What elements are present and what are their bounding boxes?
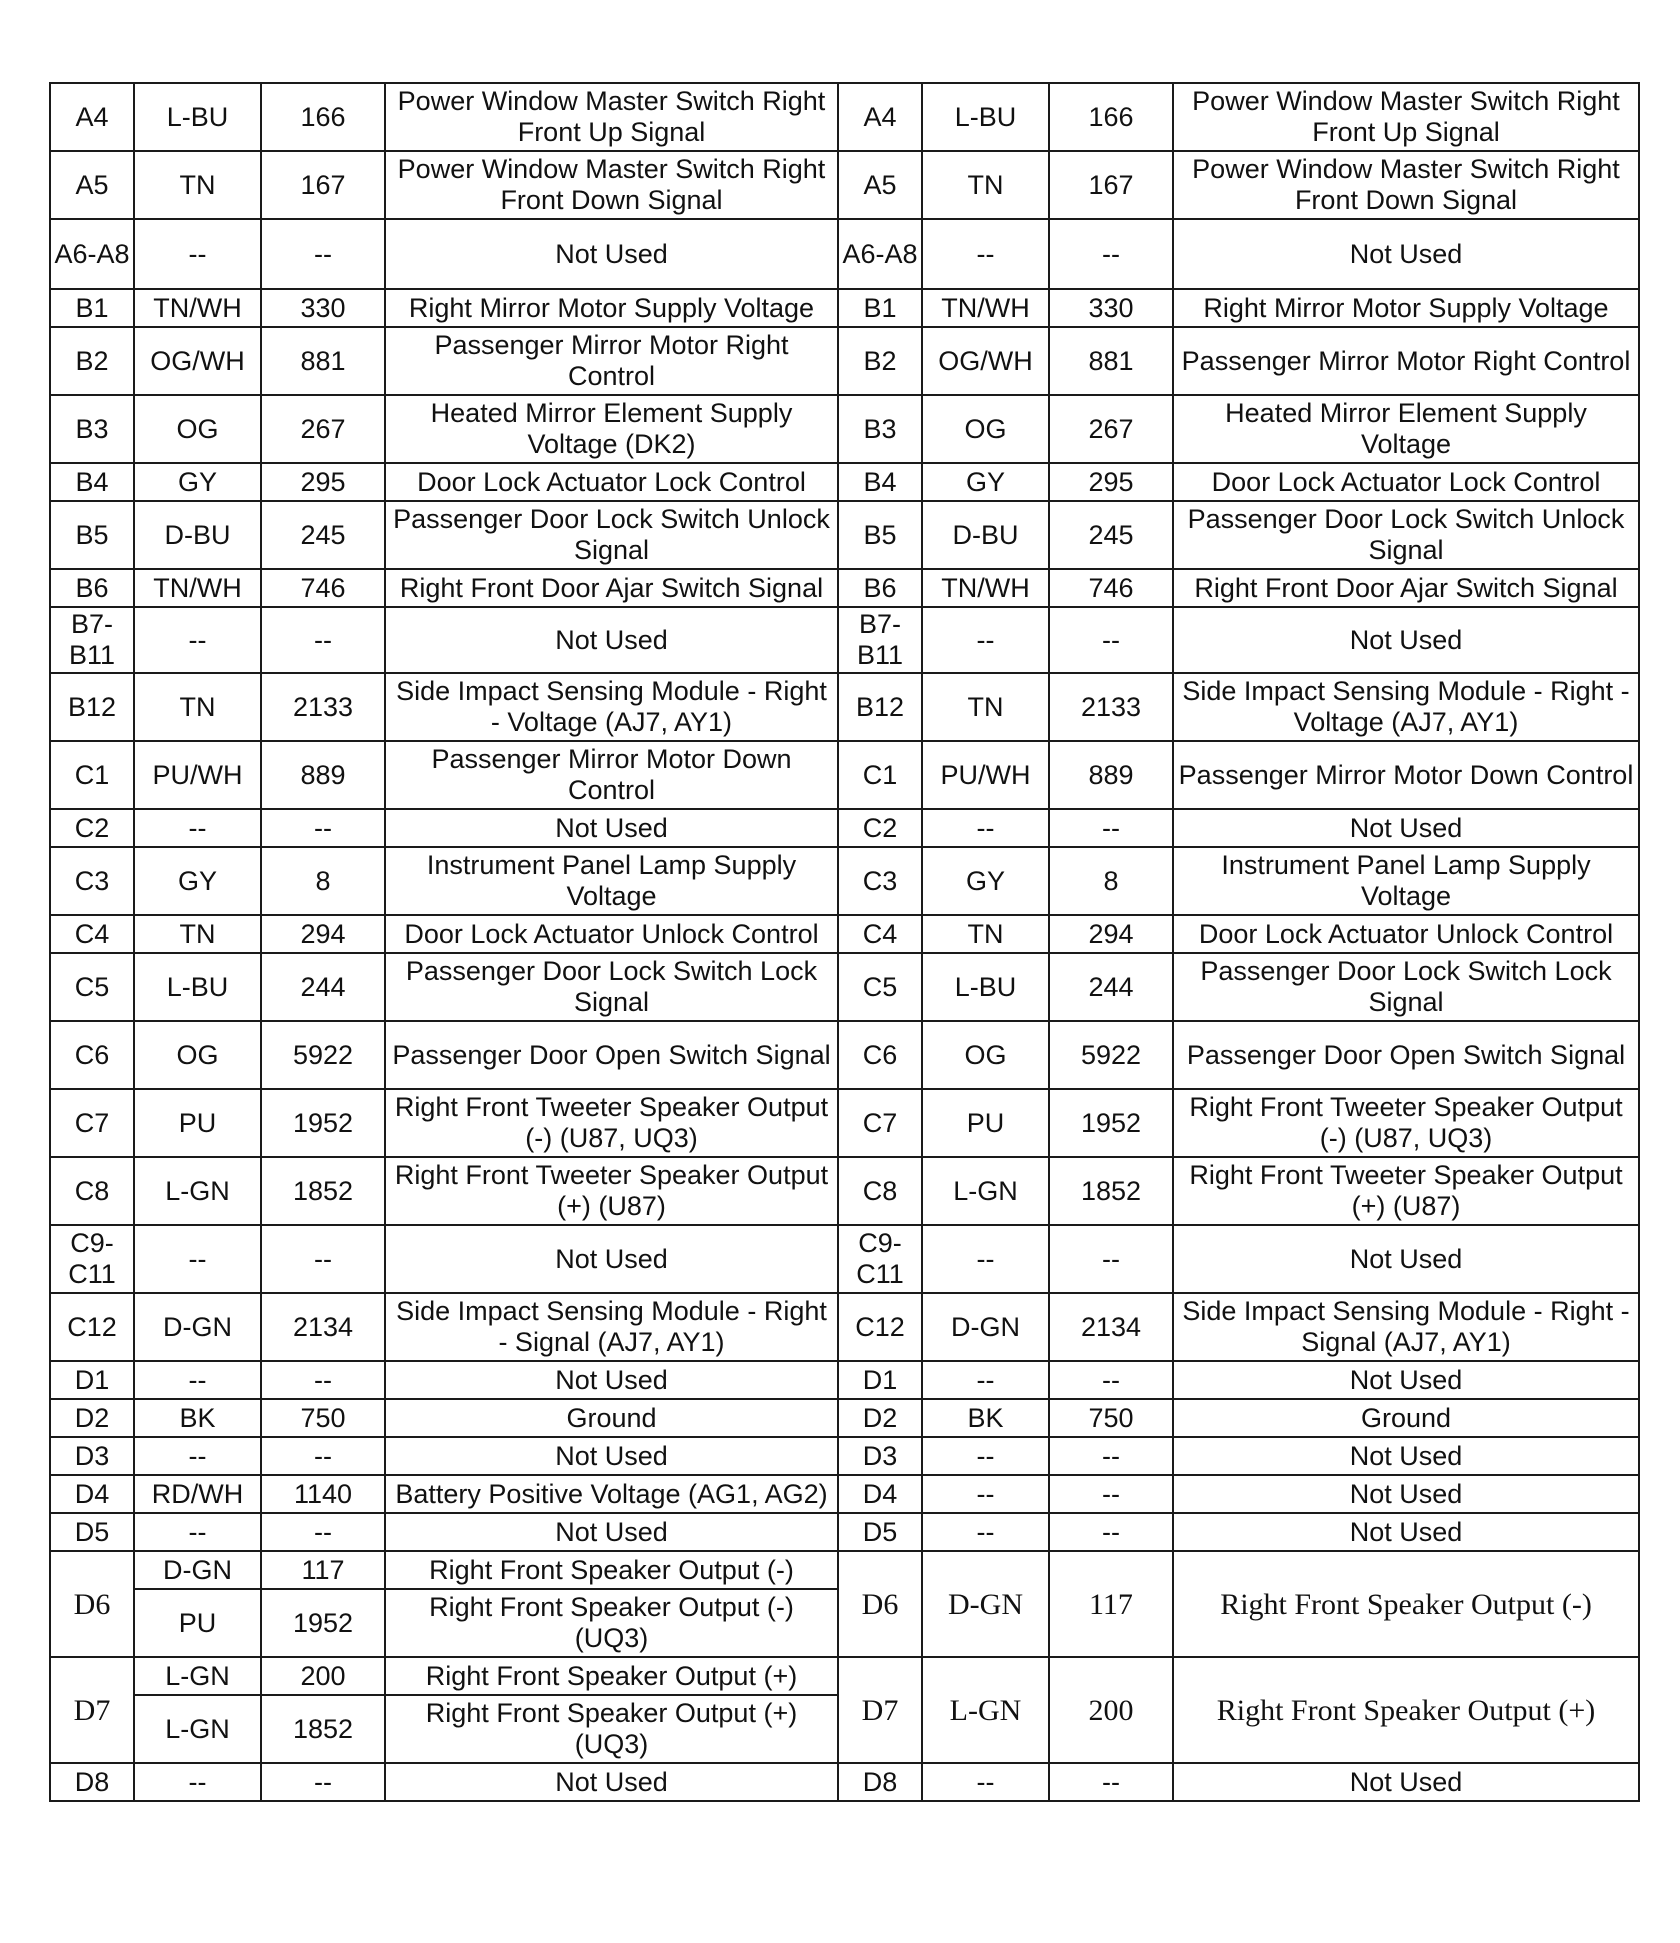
right-pin-cell: C2 (838, 809, 922, 847)
left-circuit-cell: -- (261, 1513, 385, 1551)
right-function-cell: Passenger Door Lock Switch Unlock Signal (1173, 501, 1639, 569)
left-function-cell: Not Used (385, 219, 838, 289)
table-row (50, 463, 1639, 501)
right-circuit-cell: 881 (1049, 327, 1173, 395)
right-circuit-cell: 244 (1049, 953, 1173, 1021)
left-pin-cell: D1 (50, 1361, 134, 1399)
right-pin-cell: C8 (838, 1157, 922, 1225)
right-pin-cell: B5 (838, 501, 922, 569)
table-row (50, 1399, 1639, 1437)
left-function-cell: Power Window Master Switch Right Front Down Signal (385, 151, 838, 219)
right-pin-cell: D7 (838, 1657, 922, 1763)
right-pin-cell: D6 (838, 1551, 922, 1657)
table-row (50, 1361, 1639, 1399)
left-wire-color-cell: GY (134, 847, 261, 915)
right-circuit-cell: 750 (1049, 1399, 1173, 1437)
right-function-cell: Right Front Tweeter Speaker Output (+) (U87) (1173, 1157, 1639, 1225)
left-pin-cell: A4 (50, 83, 134, 151)
right-function-cell: Door Lock Actuator Unlock Control (1173, 915, 1639, 953)
right-circuit-cell: 5922 (1049, 1021, 1173, 1089)
right-function-cell: Passenger Mirror Motor Right Control (1173, 327, 1639, 395)
right-wire-color-cell: BK (922, 1399, 1049, 1437)
left-wire-color-cell: OG/WH (134, 327, 261, 395)
right-wire-color-cell: -- (922, 1361, 1049, 1399)
right-wire-color-cell: D-GN (922, 1293, 1049, 1361)
table-row (50, 151, 1639, 219)
right-wire-color-cell: L-BU (922, 953, 1049, 1021)
right-function-cell: Passenger Door Open Switch Signal (1173, 1021, 1639, 1089)
table-row (50, 809, 1639, 847)
left-wire-color-cell: TN (134, 673, 261, 741)
table-row (50, 607, 1639, 673)
table-row (50, 1475, 1639, 1513)
left-circuit-cell: -- (261, 1437, 385, 1475)
right-circuit-cell: -- (1049, 1763, 1173, 1801)
right-wire-color-cell: -- (922, 1513, 1049, 1551)
right-wire-color-cell: PU (922, 1089, 1049, 1157)
right-function-cell: Passenger Mirror Motor Down Control (1173, 741, 1639, 809)
table-row (50, 327, 1639, 395)
right-function-cell: Ground (1173, 1399, 1639, 1437)
right-wire-color-cell: GY (922, 463, 1049, 501)
left-function-cell: Side Impact Sensing Module - Right - Voltage (AJ7, AY1) (385, 673, 838, 741)
right-pin-cell: D4 (838, 1475, 922, 1513)
left-pin-cell: B7-B11 (50, 607, 134, 673)
right-pin-cell: C5 (838, 953, 922, 1021)
right-function-cell: Right Front Door Ajar Switch Signal (1173, 569, 1639, 607)
table-row (50, 569, 1639, 607)
left-circuit-cell: -- (261, 219, 385, 289)
left-wire-color-cell: BK (134, 1399, 261, 1437)
left-circuit-cell: 1140 (261, 1475, 385, 1513)
table-row (50, 953, 1639, 1021)
right-wire-color-cell: -- (922, 1437, 1049, 1475)
right-function-cell: Not Used (1173, 1437, 1639, 1475)
left-wire-color-cell: TN/WH (134, 289, 261, 327)
table-row (50, 1437, 1639, 1475)
pinout-table-body (50, 83, 1639, 1801)
right-function-cell: Right Mirror Motor Supply Voltage (1173, 289, 1639, 327)
left-pin-cell: B5 (50, 501, 134, 569)
table-row (50, 1089, 1639, 1157)
left-circuit-cell: 1952 (261, 1089, 385, 1157)
left-function-cell: Instrument Panel Lamp Supply Voltage (385, 847, 838, 915)
left-function-cell: Right Front Speaker Output (-) (UQ3) (385, 1589, 838, 1657)
left-circuit-cell: 750 (261, 1399, 385, 1437)
left-function-cell: Not Used (385, 1763, 838, 1801)
left-wire-color-cell: L-GN (134, 1657, 261, 1695)
left-function-cell: Right Front Speaker Output (+) (385, 1657, 838, 1695)
table-row (50, 673, 1639, 741)
right-function-cell: Side Impact Sensing Module - Right - Signal (AJ7, AY1) (1173, 1293, 1639, 1361)
left-circuit-cell: 1852 (261, 1157, 385, 1225)
left-circuit-cell: 117 (261, 1551, 385, 1589)
table-row (50, 1157, 1639, 1225)
left-pin-cell: B1 (50, 289, 134, 327)
right-circuit-cell: -- (1049, 219, 1173, 289)
left-function-cell: Passenger Door Lock Switch Unlock Signal (385, 501, 838, 569)
table-row (50, 1021, 1639, 1089)
right-function-cell: Power Window Master Switch Right Front Up Signal (1173, 83, 1639, 151)
left-pin-cell: C12 (50, 1293, 134, 1361)
right-circuit-cell: 117 (1049, 1551, 1173, 1657)
left-wire-color-cell: L-GN (134, 1695, 261, 1763)
left-pin-cell: B3 (50, 395, 134, 463)
left-pin-cell: C3 (50, 847, 134, 915)
right-function-cell: Instrument Panel Lamp Supply Voltage (1173, 847, 1639, 915)
left-wire-color-cell: TN (134, 915, 261, 953)
connector-pinout-table (49, 82, 1640, 1802)
left-circuit-cell: 1952 (261, 1589, 385, 1657)
left-wire-color-cell: PU (134, 1589, 261, 1657)
table-row (50, 501, 1639, 569)
left-pin-cell: C4 (50, 915, 134, 953)
right-function-cell: Not Used (1173, 1763, 1639, 1801)
right-function-cell: Right Front Tweeter Speaker Output (-) (U87, UQ3) (1173, 1089, 1639, 1157)
right-pin-cell: D5 (838, 1513, 922, 1551)
table-row (50, 1225, 1639, 1293)
left-function-cell: Battery Positive Voltage (AG1, AG2) (385, 1475, 838, 1513)
left-function-cell: Right Front Tweeter Speaker Output (+) (U87) (385, 1157, 838, 1225)
right-wire-color-cell: L-BU (922, 83, 1049, 151)
left-circuit-cell: 5922 (261, 1021, 385, 1089)
left-circuit-cell: 330 (261, 289, 385, 327)
left-function-cell: Right Front Door Ajar Switch Signal (385, 569, 838, 607)
left-pin-cell: B2 (50, 327, 134, 395)
right-wire-color-cell: -- (922, 219, 1049, 289)
right-wire-color-cell: PU/WH (922, 741, 1049, 809)
table-row (50, 1293, 1639, 1361)
left-wire-color-cell: OG (134, 1021, 261, 1089)
right-pin-cell: C7 (838, 1089, 922, 1157)
left-circuit-cell: 1852 (261, 1695, 385, 1763)
right-circuit-cell: 166 (1049, 83, 1173, 151)
right-circuit-cell: -- (1049, 1437, 1173, 1475)
right-circuit-cell: -- (1049, 1475, 1173, 1513)
left-pin-cell: A5 (50, 151, 134, 219)
right-pin-cell: D2 (838, 1399, 922, 1437)
left-wire-color-cell: -- (134, 1361, 261, 1399)
left-wire-color-cell: GY (134, 463, 261, 501)
table-row (50, 219, 1639, 289)
right-circuit-cell: -- (1049, 1225, 1173, 1293)
left-pin-cell: B12 (50, 673, 134, 741)
right-function-cell: Not Used (1173, 1475, 1639, 1513)
table-row-d6-a (50, 1551, 1639, 1589)
left-pin-cell: C1 (50, 741, 134, 809)
left-function-cell: Not Used (385, 1437, 838, 1475)
left-pin-cell: D6 (50, 1551, 134, 1657)
left-function-cell: Passenger Mirror Motor Right Control (385, 327, 838, 395)
left-circuit-cell: 2134 (261, 1293, 385, 1361)
right-function-cell: Heated Mirror Element Supply Voltage (1173, 395, 1639, 463)
right-pin-cell: B2 (838, 327, 922, 395)
right-circuit-cell: -- (1049, 1361, 1173, 1399)
left-wire-color-cell: L-GN (134, 1157, 261, 1225)
right-pin-cell: C9-C11 (838, 1225, 922, 1293)
right-wire-color-cell: -- (922, 1475, 1049, 1513)
table-row (50, 83, 1639, 151)
right-wire-color-cell: OG (922, 1021, 1049, 1089)
table-row (50, 741, 1639, 809)
right-circuit-cell: 1952 (1049, 1089, 1173, 1157)
left-wire-color-cell: PU (134, 1089, 261, 1157)
left-wire-color-cell: TN (134, 151, 261, 219)
left-circuit-cell: 881 (261, 327, 385, 395)
right-circuit-cell: 330 (1049, 289, 1173, 327)
right-wire-color-cell: TN (922, 673, 1049, 741)
right-function-cell: Not Used (1173, 1513, 1639, 1551)
table-row (50, 915, 1639, 953)
left-wire-color-cell: L-BU (134, 83, 261, 151)
left-function-cell: Ground (385, 1399, 838, 1437)
right-wire-color-cell: -- (922, 607, 1049, 673)
right-pin-cell: B12 (838, 673, 922, 741)
right-wire-color-cell: L-GN (922, 1157, 1049, 1225)
right-circuit-cell: 889 (1049, 741, 1173, 809)
right-wire-color-cell: -- (922, 1763, 1049, 1801)
right-pin-cell: D8 (838, 1763, 922, 1801)
right-function-cell: Power Window Master Switch Right Front Down Signal (1173, 151, 1639, 219)
right-circuit-cell: 1852 (1049, 1157, 1173, 1225)
right-function-cell: Not Used (1173, 607, 1639, 673)
left-pin-cell: D7 (50, 1657, 134, 1763)
left-function-cell: Right Front Tweeter Speaker Output (-) (U87, UQ3) (385, 1089, 838, 1157)
right-circuit-cell: 245 (1049, 501, 1173, 569)
table-row-d7-a (50, 1657, 1639, 1695)
right-wire-color-cell: TN (922, 915, 1049, 953)
left-pin-cell: B4 (50, 463, 134, 501)
right-pin-cell: B6 (838, 569, 922, 607)
left-function-cell: Not Used (385, 1225, 838, 1293)
left-circuit-cell: -- (261, 809, 385, 847)
right-pin-cell: B7-B11 (838, 607, 922, 673)
left-pin-cell: D2 (50, 1399, 134, 1437)
left-pin-cell: D4 (50, 1475, 134, 1513)
right-pin-cell: D1 (838, 1361, 922, 1399)
left-wire-color-cell: D-GN (134, 1551, 261, 1589)
right-function-cell: Door Lock Actuator Lock Control (1173, 463, 1639, 501)
left-wire-color-cell: D-BU (134, 501, 261, 569)
right-pin-cell: C12 (838, 1293, 922, 1361)
right-wire-color-cell: D-BU (922, 501, 1049, 569)
right-pin-cell: A6-A8 (838, 219, 922, 289)
left-function-cell: Door Lock Actuator Lock Control (385, 463, 838, 501)
right-wire-color-cell: -- (922, 809, 1049, 847)
left-pin-cell: D8 (50, 1763, 134, 1801)
left-pin-cell: C2 (50, 809, 134, 847)
right-wire-color-cell: TN/WH (922, 289, 1049, 327)
right-function-cell: Right Front Speaker Output (+) (1173, 1657, 1639, 1763)
right-pin-cell: B3 (838, 395, 922, 463)
left-pin-cell: C8 (50, 1157, 134, 1225)
left-wire-color-cell: OG (134, 395, 261, 463)
left-wire-color-cell: D-GN (134, 1293, 261, 1361)
right-function-cell: Not Used (1173, 1225, 1639, 1293)
left-circuit-cell: -- (261, 1763, 385, 1801)
left-circuit-cell: 267 (261, 395, 385, 463)
left-function-cell: Heated Mirror Element Supply Voltage (DK2) (385, 395, 838, 463)
right-pin-cell: A4 (838, 83, 922, 151)
right-function-cell: Right Front Speaker Output (-) (1173, 1551, 1639, 1657)
right-circuit-cell: 294 (1049, 915, 1173, 953)
left-function-cell: Side Impact Sensing Module - Right - Signal (AJ7, AY1) (385, 1293, 838, 1361)
right-pin-cell: A5 (838, 151, 922, 219)
left-circuit-cell: 245 (261, 501, 385, 569)
left-circuit-cell: 244 (261, 953, 385, 1021)
left-circuit-cell: 200 (261, 1657, 385, 1695)
right-circuit-cell: 167 (1049, 151, 1173, 219)
right-circuit-cell: 746 (1049, 569, 1173, 607)
right-circuit-cell: 200 (1049, 1657, 1173, 1763)
right-pin-cell: B4 (838, 463, 922, 501)
right-circuit-cell: -- (1049, 809, 1173, 847)
left-wire-color-cell: -- (134, 1513, 261, 1551)
right-pin-cell: C1 (838, 741, 922, 809)
left-circuit-cell: 8 (261, 847, 385, 915)
left-function-cell: Not Used (385, 809, 838, 847)
right-function-cell: Not Used (1173, 809, 1639, 847)
right-function-cell: Side Impact Sensing Module - Right - Voltage (AJ7, AY1) (1173, 673, 1639, 741)
left-pin-cell: C6 (50, 1021, 134, 1089)
left-wire-color-cell: -- (134, 1437, 261, 1475)
left-wire-color-cell: -- (134, 219, 261, 289)
right-wire-color-cell: TN (922, 151, 1049, 219)
left-wire-color-cell: -- (134, 1225, 261, 1293)
left-wire-color-cell: -- (134, 1763, 261, 1801)
left-circuit-cell: -- (261, 1361, 385, 1399)
left-pin-cell: C5 (50, 953, 134, 1021)
right-circuit-cell: 267 (1049, 395, 1173, 463)
left-circuit-cell: -- (261, 1225, 385, 1293)
right-function-cell: Not Used (1173, 219, 1639, 289)
left-function-cell: Not Used (385, 607, 838, 673)
left-circuit-cell: -- (261, 607, 385, 673)
right-wire-color-cell: D-GN (922, 1551, 1049, 1657)
left-function-cell: Right Mirror Motor Supply Voltage (385, 289, 838, 327)
table-row (50, 289, 1639, 327)
left-function-cell: Passenger Door Open Switch Signal (385, 1021, 838, 1089)
table-row (50, 1513, 1639, 1551)
right-circuit-cell: 8 (1049, 847, 1173, 915)
left-pin-cell: C9-C11 (50, 1225, 134, 1293)
right-wire-color-cell: GY (922, 847, 1049, 915)
table-row (50, 395, 1639, 463)
left-circuit-cell: 294 (261, 915, 385, 953)
left-circuit-cell: 2133 (261, 673, 385, 741)
right-circuit-cell: 2134 (1049, 1293, 1173, 1361)
left-circuit-cell: 166 (261, 83, 385, 151)
left-function-cell: Right Front Speaker Output (+) (UQ3) (385, 1695, 838, 1763)
left-pin-cell: D3 (50, 1437, 134, 1475)
right-circuit-cell: -- (1049, 607, 1173, 673)
right-circuit-cell: 2133 (1049, 673, 1173, 741)
right-wire-color-cell: TN/WH (922, 569, 1049, 607)
right-pin-cell: C4 (838, 915, 922, 953)
left-circuit-cell: 167 (261, 151, 385, 219)
left-wire-color-cell: TN/WH (134, 569, 261, 607)
left-function-cell: Power Window Master Switch Right Front Up Signal (385, 83, 838, 151)
table-row (50, 847, 1639, 915)
left-wire-color-cell: L-BU (134, 953, 261, 1021)
left-pin-cell: B6 (50, 569, 134, 607)
right-function-cell: Not Used (1173, 1361, 1639, 1399)
left-pin-cell: C7 (50, 1089, 134, 1157)
left-pin-cell: A6-A8 (50, 219, 134, 289)
left-function-cell: Not Used (385, 1513, 838, 1551)
left-pin-cell: D5 (50, 1513, 134, 1551)
left-function-cell: Passenger Door Lock Switch Lock Signal (385, 953, 838, 1021)
right-wire-color-cell: OG/WH (922, 327, 1049, 395)
left-wire-color-cell: -- (134, 607, 261, 673)
left-function-cell: Passenger Mirror Motor Down Control (385, 741, 838, 809)
right-wire-color-cell: OG (922, 395, 1049, 463)
left-function-cell: Door Lock Actuator Unlock Control (385, 915, 838, 953)
right-circuit-cell: -- (1049, 1513, 1173, 1551)
right-pin-cell: B1 (838, 289, 922, 327)
left-circuit-cell: 746 (261, 569, 385, 607)
right-wire-color-cell: L-GN (922, 1657, 1049, 1763)
left-wire-color-cell: RD/WH (134, 1475, 261, 1513)
right-wire-color-cell: -- (922, 1225, 1049, 1293)
right-pin-cell: C6 (838, 1021, 922, 1089)
right-function-cell: Passenger Door Lock Switch Lock Signal (1173, 953, 1639, 1021)
left-wire-color-cell: PU/WH (134, 741, 261, 809)
left-wire-color-cell: -- (134, 809, 261, 847)
right-pin-cell: C3 (838, 847, 922, 915)
right-pin-cell: D3 (838, 1437, 922, 1475)
left-circuit-cell: 295 (261, 463, 385, 501)
right-circuit-cell: 295 (1049, 463, 1173, 501)
table-row (50, 1763, 1639, 1801)
left-circuit-cell: 889 (261, 741, 385, 809)
left-function-cell: Not Used (385, 1361, 838, 1399)
left-function-cell: Right Front Speaker Output (-) (385, 1551, 838, 1589)
